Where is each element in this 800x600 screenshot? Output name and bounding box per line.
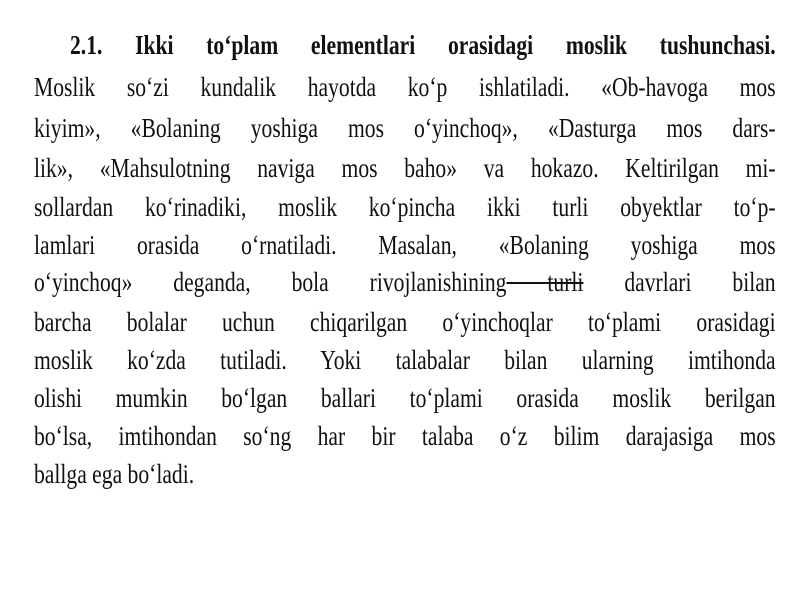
paragraph-line-10: bo‘lsa, imtihondan so‘ng har bir talaba o‘z bilim darajasiga mos	[34, 421, 776, 451]
line-6-text-before: o‘yinchoq» deganda, bola rivojlanishining	[34, 267, 507, 297]
section-number: 2.1.	[70, 30, 103, 60]
paragraph-line-6	[34, 266, 776, 298]
section-heading	[70, 29, 776, 61]
paragraph-line-5: lamlari orasida o‘rnatiladi. Masalan, «Bolaning yoshiga mos	[34, 230, 776, 260]
paragraph-line-9: olishi mumkin bo‘lgan ballari to‘plami orasida moslik berilgan	[34, 383, 776, 413]
section-title: Ikki to‘plam elementlari orasidagi moslik tushunchasi.	[135, 30, 776, 60]
line-6-struck-word: turli	[506, 267, 584, 297]
paragraph-line-3: lik», «Mahsulotning naviga mos baho» va hokazo. Keltirilgan mi-	[34, 153, 776, 183]
paragraph-line-7: barcha bolalar uchun chiqarilgan o‘yinchoqlar to‘plami orasidagi	[34, 307, 776, 337]
line-6-text-after: davrlari bilan	[583, 267, 776, 297]
paragraph-line-4: sollardan ko‘rinadiki, moslik ko‘pincha ikki turli obyektlar to‘p-	[34, 192, 776, 222]
paragraph-line-2: kiyim», «Bolaning yoshiga mos o‘yinchoq», «Dasturga mos dars-	[34, 113, 776, 143]
paragraph-line-8: moslik ko‘zda tutiladi. Yoki talabalar bilan ularning imtihonda	[34, 345, 776, 375]
paragraph-line-1: Moslik so‘zi kundalik hayotda ko‘p ishlatiladi. «Ob-havoga mos	[34, 72, 776, 102]
paragraph-line-11: ballga ega bo‘ladi.	[34, 459, 195, 489]
